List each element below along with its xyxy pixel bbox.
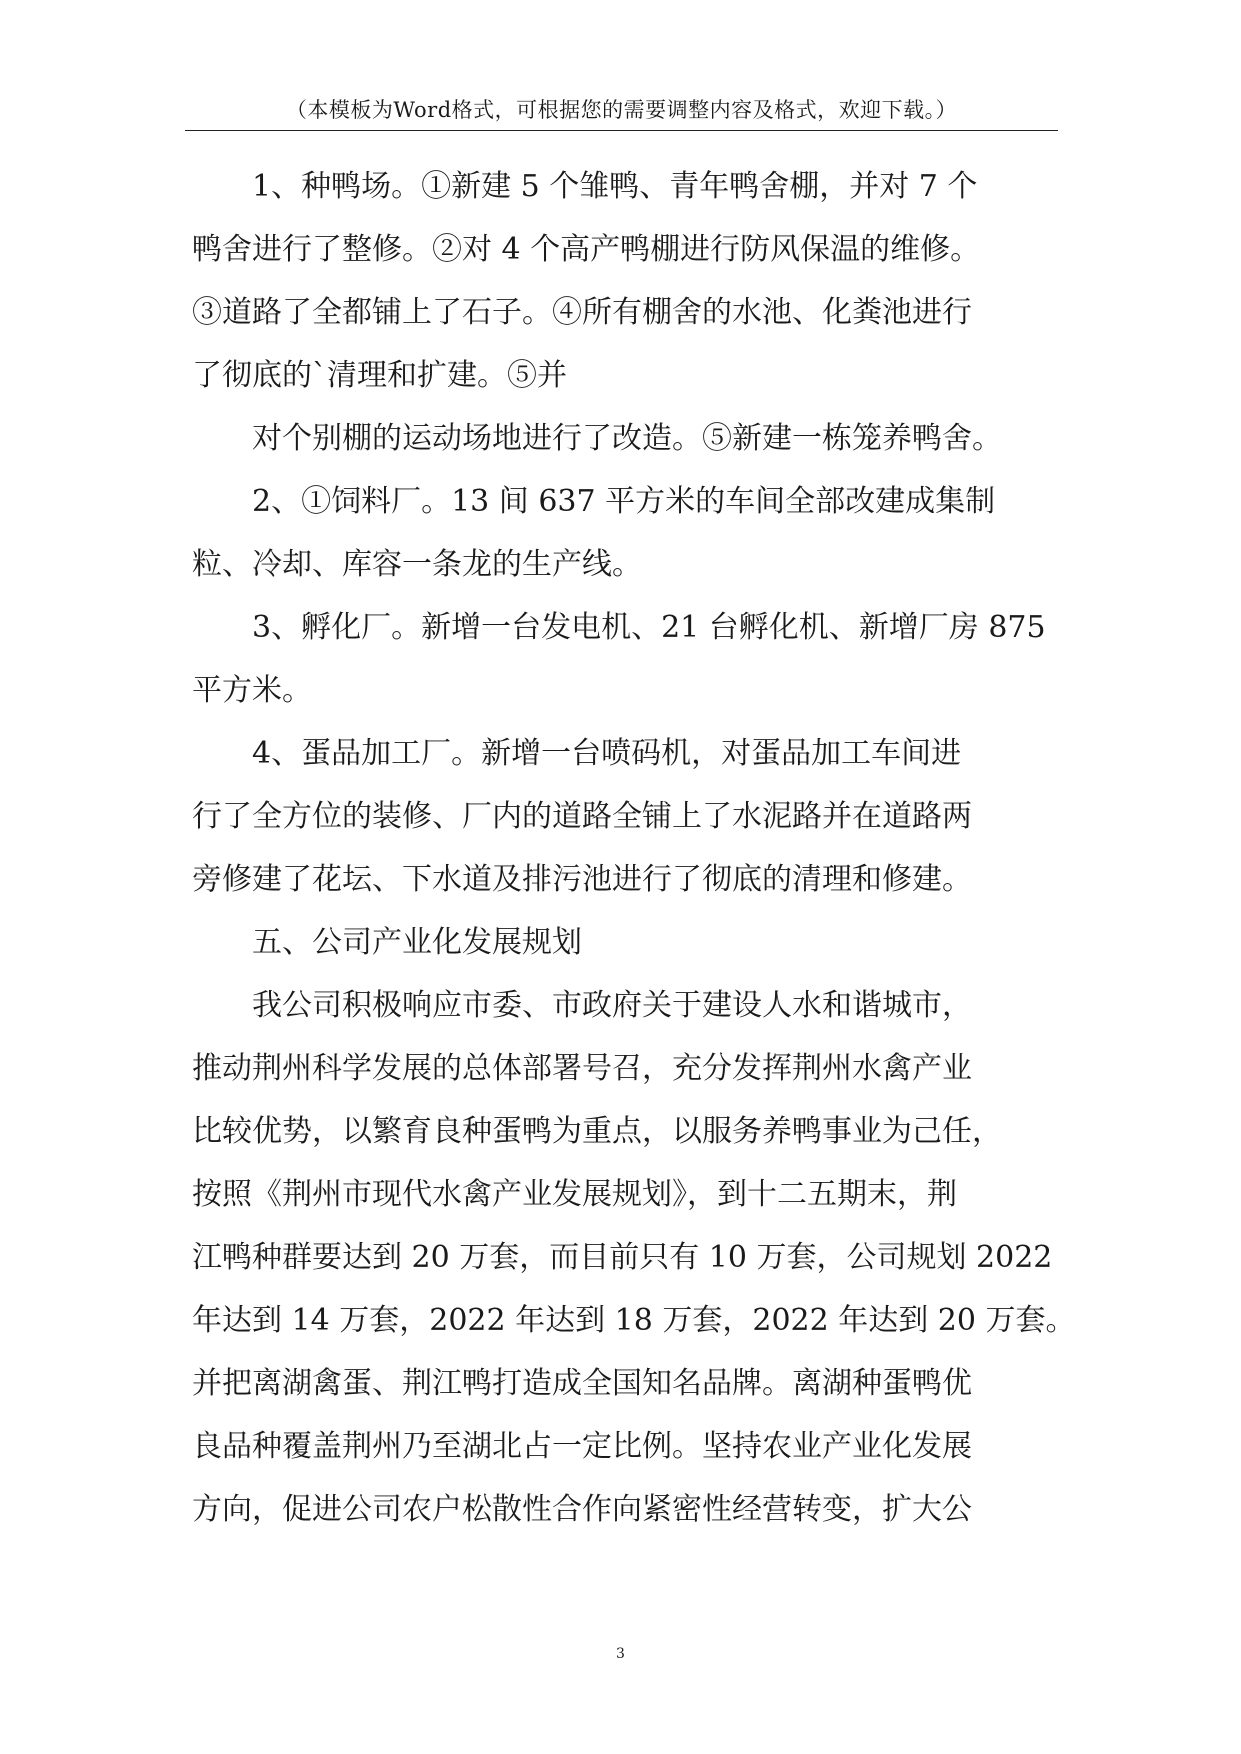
text-line: 行了全方位的装修、厂内的道路全铺上了水泥路并在道路两 [192,799,972,834]
text-line: 鸭舍进行了整修。②对 4 个高产鸭棚进行防风保温的维修。 [192,232,981,267]
text-line: 江鸭种群要达到 20 万套，而目前只有 10 万套，公司规划 2022 [192,1240,1053,1275]
page-number: 3 [616,1646,625,1662]
text-line: 3、孵化厂。新增一台发电机、21 台孵化机、新增厂房 875 [192,610,1046,645]
text-line: 方向，促进公司农户松散性合作向紧密性经营转变，扩大公 [192,1492,972,1527]
text-line: 旁修建了花坛、下水道及排污池进行了彻底的清理和修建。 [192,862,972,897]
text-line: 了彻底的`清理和扩建。⑤并 [192,358,567,393]
text-line: 2、①饲料厂。13 间 637 平方米的车间全部改建成集制 [192,484,996,519]
text-line: 1、种鸭场。①新建 5 个雏鸭、青年鸭舍棚，并对 7 个 [192,169,978,204]
body-text [192,155,1076,1541]
template-note-header: （本模板为Word格式，可根据您的需要调整内容及格式，欢迎下载。） [285,98,958,122]
text-line: 平方米。 [192,673,312,708]
text-line: 4、蛋品加工厂。新增一台喷码机，对蛋品加工车间进 [192,736,962,771]
text-line: 良品种覆盖荆州乃至湖北占一定比例。坚持农业产业化发展 [192,1429,972,1464]
text-line: 按照《荆州市现代水禽产业发展规划》，到十二五期末，荆 [192,1177,957,1212]
text-line: 并把离湖禽蛋、荆江鸭打造成全国知名品牌。离湖种蛋鸭优 [192,1366,972,1401]
text-line: 比较优势，以繁育良种蛋鸭为重点，以服务养鸭事业为己任， [192,1114,1002,1149]
text-line: 推动荆州科学发展的总体部署号召，充分发挥荆州水禽产业 [192,1051,972,1086]
text-line: ③道路了全都铺上了石子。④所有棚舍的水池、化粪池进行 [192,295,972,330]
text-line: 粒、冷却、库容一条龙的生产线。 [192,547,642,582]
text-line: 对个别棚的运动场地进行了改造。⑤新建一栋笼养鸭舍。 [192,421,1002,456]
text-line: 我公司积极响应市委、市政府关于建设人水和谐城市， [192,988,972,1023]
section-heading: 五、公司产业化发展规划 [192,925,582,960]
text-line: 年达到 14 万套，2022 年达到 18 万套，2022 年达到 20 万套。 [192,1303,1076,1338]
header-divider [185,130,1058,131]
